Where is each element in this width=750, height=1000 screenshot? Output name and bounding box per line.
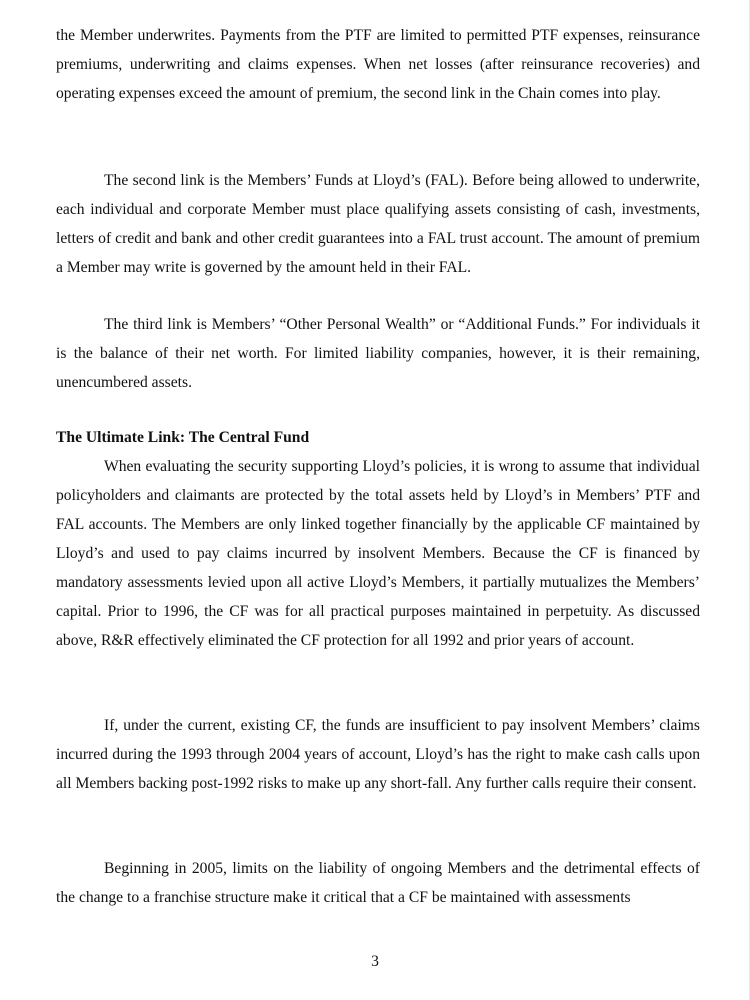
paragraph-insufficient-funds: If, under the current, existing CF, the funds are insufficient to pay insolvent Members’ claims incurred during the 1993 through 2004 years of account, Lloyd’s has the right to make cash calls upon all Members backing post-1992 risks to make up any short-fall. Any further calls require their consent.: [56, 717, 700, 792]
paragraph-beginning-2005: Beginning in 2005, limits on the liability of ongoing Members and the detrimental effects of the change to a franchise structure make it critical that a CF be maintained with assessments: [56, 860, 700, 906]
paragraph-central-fund: When evaluating the security supporting Lloyd’s policies, it is wrong to assume that individual policyholders and claimants are protected by the total assets held by Lloyd’s in Members’ PTF and FAL accounts. The Members are only linked together financially by the applicable CF maintained by Lloyd’s and used to pay claims incurred by insolvent Members. Because the CF is financed by mandatory assessments levied upon all active Lloyd’s Members, it partially mutualizes the Members’ capital. Prior to 1996, the CF was for all practical purposes maintained in perpetuity. As discussed above, R&R effectively eliminated the CF protection for all 1992 and prior years of account.: [56, 458, 700, 649]
section-heading: The Ultimate Link: The Central Fund: [56, 429, 310, 446]
paragraph-second-link: The second link is the Members’ Funds at Lloyd’s (FAL). Before being allowed to underwrite, each individual and corporate Member must place qualifying assets consisting of cash, investments, letters of credit and bank and other credit guarantees into a FAL trust account. The amount of premium a Member may write is governed by the amount held in their FAL.: [56, 172, 700, 276]
paragraph-third-link: The third link is Members’ “Other Personal Wealth” or “Additional Funds.” For individuals it is the balance of their net worth. For limited liability companies, however, it is their remaining, unencumbered assets.: [56, 316, 700, 391]
page-number: 3: [371, 953, 379, 970]
paragraph-ptf-continuation: the Member underwrites. Payments from the PTF are limited to permitted PTF expenses, reinsurance premiums, underwriting and claims expenses. When net losses (after reinsurance recoveries) and operating expenses exceed the amount of premium, the second link in the Chain comes into play.: [56, 27, 700, 102]
